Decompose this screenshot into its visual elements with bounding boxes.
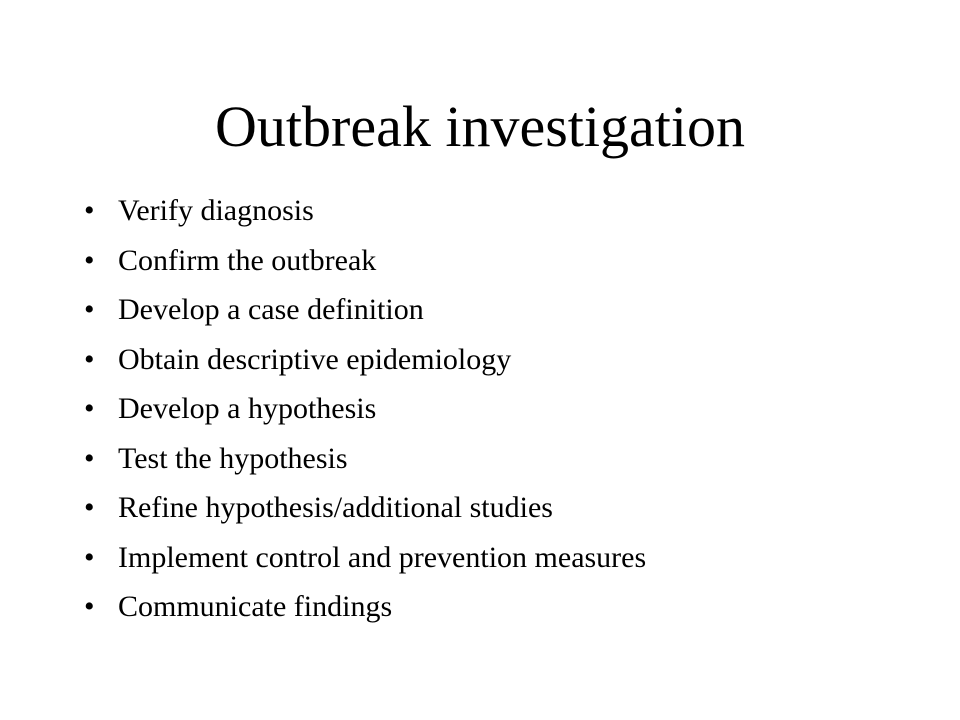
bullet-text: Verify diagnosis — [118, 194, 314, 227]
bullet-text: Test the hypothesis — [118, 441, 348, 475]
bullet-text: Communicate findings — [118, 590, 393, 623]
bullet-text: Confirm the outbreak — [118, 243, 377, 277]
bullet-item-refine-hypothesis — [84, 483, 646, 533]
slide-title: Outbreak investigation — [215, 94, 745, 159]
bullet-item-confirm-outbreak — [84, 236, 646, 286]
bullet-icon: • — [84, 293, 95, 326]
bullet-item-verify-diagnosis — [84, 186, 646, 236]
bullet-item-case-definition — [84, 285, 646, 335]
bullet-item-test-hypothesis — [84, 434, 646, 484]
bullet-icon: • — [84, 392, 95, 425]
bullet-icon: • — [84, 342, 95, 376]
bullet-item-control-prevention — [84, 533, 646, 583]
bullet-item-descriptive-epidemiology — [84, 335, 646, 385]
bullet-text: Refine hypothesis/additional studies — [118, 491, 553, 524]
bullet-icon: • — [84, 194, 95, 227]
bullet-icon: • — [84, 590, 95, 623]
bullet-text: Implement control and prevention measures — [118, 540, 647, 574]
bullet-text: Develop a hypothesis — [118, 392, 377, 425]
bullet-icon: • — [84, 491, 95, 524]
bullet-text: Obtain descriptive epidemiology — [118, 342, 512, 376]
bullet-list — [84, 186, 646, 632]
bullet-icon: • — [84, 441, 95, 475]
bullet-icon: • — [84, 540, 95, 574]
bullet-text: Develop a case definition — [118, 293, 424, 326]
bullet-icon: • — [84, 243, 95, 277]
bullet-item-communicate-findings — [84, 582, 646, 632]
bullet-item-develop-hypothesis — [84, 384, 646, 434]
